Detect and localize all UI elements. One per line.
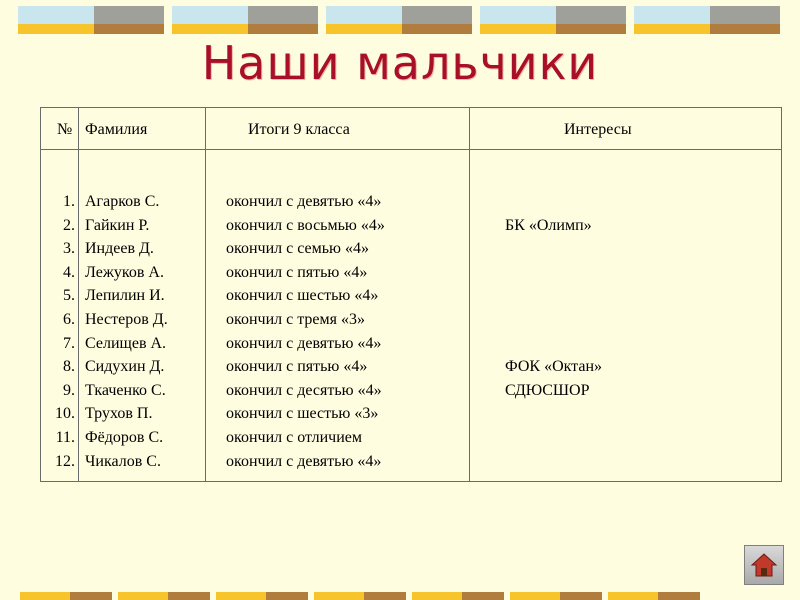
banner-tile <box>412 592 504 600</box>
student-result: окончил с семью «4» <box>226 240 369 258</box>
row-number: 2. <box>63 216 75 234</box>
table-row <box>41 190 783 214</box>
banner-tile <box>480 6 626 34</box>
row-number: 1. <box>63 193 75 210</box>
table-row <box>41 426 783 450</box>
student-result: окончил с пятью «4» <box>226 358 368 376</box>
table-row <box>41 379 783 403</box>
row-number: 7. <box>63 334 75 352</box>
student-result: окончил с отличием <box>226 428 362 446</box>
student-result: окончил с девятью «4» <box>226 193 382 210</box>
row-number: 11. <box>55 428 75 446</box>
table-row <box>41 261 783 285</box>
bottom-banner <box>20 592 706 600</box>
banner-tile <box>314 592 406 600</box>
student-result: окончил с шестью «4» <box>226 287 379 305</box>
student-result: окончил с десятью «4» <box>226 381 382 399</box>
student-name: Нестеров Д. <box>85 310 168 328</box>
student-name: Фёдоров С. <box>85 428 164 446</box>
row-number: 6. <box>63 310 75 328</box>
student-interest: СДЮСШОР <box>505 381 590 399</box>
student-name: Ткаченко С. <box>85 381 166 399</box>
student-name: Селищев А. <box>85 334 167 352</box>
table-row <box>41 308 783 332</box>
row-number: 8. <box>63 358 75 376</box>
header-num: № <box>57 121 73 138</box>
student-result: окончил с девятью «4» <box>226 452 382 470</box>
student-interest: БК «Олимп» <box>505 216 592 234</box>
student-name: Сидухин Д. <box>85 358 165 376</box>
table-row <box>41 450 783 474</box>
banner-tile <box>326 6 472 34</box>
header-divider <box>41 149 781 150</box>
table-row <box>41 332 783 356</box>
student-name: Лепилин И. <box>85 287 165 305</box>
table-row <box>41 284 783 308</box>
table-row <box>41 355 783 379</box>
table-body <box>41 190 783 473</box>
student-name: Чикалов С. <box>85 452 161 470</box>
table-row <box>41 237 783 261</box>
student-name: Трухов П. <box>85 405 153 423</box>
banner-tile <box>510 592 602 600</box>
student-name: Агарков С. <box>85 193 160 210</box>
page-title: Наши мальчики <box>201 36 599 90</box>
student-name: Лежуков А. <box>85 263 164 281</box>
row-number: 12. <box>55 452 75 470</box>
home-button[interactable] <box>744 545 784 585</box>
student-result: окончил с шестью «3» <box>226 405 379 423</box>
row-number: 10. <box>55 405 75 423</box>
header-results: Итоги 9 класса <box>248 121 350 138</box>
banner-tile <box>20 592 112 600</box>
banner-tile <box>216 592 308 600</box>
top-banner <box>18 6 780 34</box>
row-number: 9. <box>63 381 75 399</box>
banner-tile <box>608 592 700 600</box>
student-name: Индеев Д. <box>85 240 154 258</box>
banner-tile <box>172 6 318 34</box>
row-number: 5. <box>63 287 75 305</box>
student-interest: ФОК «Октан» <box>505 358 603 376</box>
banner-tile <box>118 592 210 600</box>
home-icon <box>750 551 778 579</box>
student-result: окончил с восьмью «4» <box>226 216 385 234</box>
row-number: 3. <box>63 240 75 258</box>
students-table <box>40 107 782 482</box>
student-result: окончил с пятью «4» <box>226 263 368 281</box>
header-interests: Интересы <box>564 121 632 138</box>
student-result: окончил с тремя «3» <box>226 310 365 328</box>
student-name: Гайкин Р. <box>85 216 150 234</box>
row-number: 4. <box>63 263 75 281</box>
banner-tile <box>18 6 164 34</box>
student-result: окончил с девятью «4» <box>226 334 382 352</box>
banner-tile <box>634 6 780 34</box>
header-surname: Фамилия <box>85 121 148 138</box>
table-row <box>41 214 783 238</box>
table-row <box>41 402 783 426</box>
